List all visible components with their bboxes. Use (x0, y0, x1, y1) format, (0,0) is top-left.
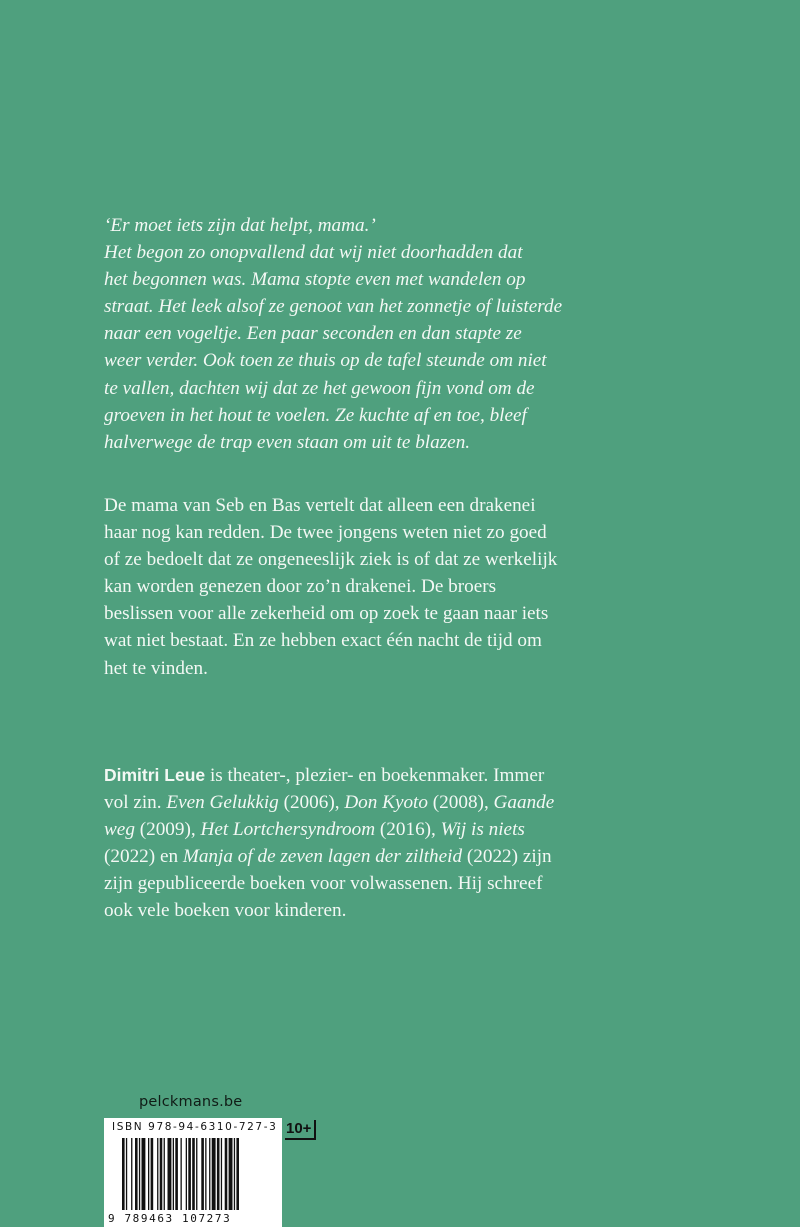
book-title: Het Lortchersyndroom (200, 819, 376, 841)
bio-text: (2016), (375, 819, 441, 841)
isbn-label: ISBN 978-94-6310-727-3 (112, 1121, 278, 1133)
barcode-stripe (201, 1138, 204, 1210)
barcode-stripe (157, 1138, 158, 1210)
barcode-stripe (151, 1138, 154, 1210)
barcode-digits: 9 789463 107273 (108, 1212, 232, 1225)
barcode-stripe (148, 1138, 149, 1210)
bio-text: (2008), (428, 792, 494, 814)
barcode-stripe (192, 1138, 195, 1210)
barcode-stripe (221, 1138, 222, 1210)
author-name: Dimitri Leue (104, 765, 206, 785)
bio-text: is theater-, plezier- en boekenmaker. Immer (205, 765, 545, 786)
author-bio (104, 762, 644, 925)
barcode-stripe (160, 1138, 163, 1210)
bio-line (104, 843, 644, 870)
barcode-icon (104, 1138, 282, 1214)
quote-line: Het begon zo onopvallend dat wij niet doorhadden dat (104, 242, 523, 264)
barcode-stripe (209, 1138, 210, 1210)
quote-line: groeven in het hout te voelen. Ze kuchte af en toe, bleef (104, 404, 527, 426)
barcode-stripe (175, 1138, 178, 1210)
blurb-line: haar nog kan redden. De twee jongens weten niet zo goed (104, 522, 547, 544)
quote-line: ‘Er moet iets zijn dat helpt, mama.’ (104, 215, 376, 236)
blurb-line: kan worden genezen door zo’n drakenei. De broers (104, 576, 497, 598)
barcode-stripe (217, 1138, 220, 1210)
blurb-line: beslissen voor alle zekerheid om op zoek te gaan naar iets (104, 603, 549, 625)
barcode-stripe (188, 1138, 191, 1210)
barcode-stripe (168, 1138, 172, 1210)
quote-line: weer verder. Ook toen ze thuis op de tafel steunde om niet (104, 350, 547, 372)
barcode-stripe (234, 1138, 235, 1210)
barcode-stripe (205, 1138, 206, 1210)
book-blurb (104, 492, 644, 682)
barcode-stripe (164, 1138, 165, 1210)
book-title: Manja of de zeven lagen der ziltheid (182, 846, 463, 868)
bio-line (104, 762, 644, 789)
barcode-stripe (139, 1138, 140, 1210)
blurb-line: wat niet bestaat. En ze hebben exact één nacht de tijd om (104, 630, 542, 652)
bio-text: (2022) zijn (462, 846, 552, 868)
blurb-line: De mama van Seb en Bas vertelt dat alleen een drakenei (104, 495, 536, 516)
barcode-stripe (236, 1138, 239, 1210)
book-title: Even Gelukkig (166, 792, 279, 814)
barcode-box (104, 1118, 282, 1227)
barcode-stripe (196, 1138, 197, 1210)
book-title: Wij is niets (440, 819, 525, 841)
quote-excerpt (104, 212, 624, 456)
barcode-stripe (212, 1138, 216, 1210)
barcode-stripe (181, 1138, 182, 1210)
barcode-stripe (122, 1138, 125, 1210)
bio-text: (2022) en (104, 846, 183, 868)
barcode-stripe (186, 1138, 187, 1210)
bio-text: (2009), (134, 819, 201, 841)
quote-line: straat. Het leek alsof ze genoot van het zonnetje of luisterde (104, 296, 563, 318)
bio-line: ook vele boeken voor kinderen. (104, 900, 347, 922)
blurb-line: of ze bedoelt dat ze ongeneeslijk ziek is of dat ze werkelijk (104, 549, 558, 571)
book-title: Gaande (493, 792, 555, 814)
barcode-stripe (135, 1138, 138, 1210)
barcode-stripe (229, 1138, 233, 1210)
quote-line: het begonnen was. Mama stopte even met wandelen op (104, 269, 526, 291)
blurb-line: het te vinden. (104, 657, 208, 679)
bio-line (104, 789, 644, 816)
quote-line: naar een vogeltje. Een paar seconden en dan stapte ze (104, 323, 522, 345)
barcode-stripe (173, 1138, 174, 1210)
bio-text: vol zin. (104, 792, 167, 814)
book-title: weg (104, 819, 135, 841)
quote-line: te vallen, dachten wij dat ze het gewoon fijn vond om de (104, 377, 535, 399)
bio-text: (2006), (278, 792, 345, 814)
barcode-stripe (126, 1138, 127, 1210)
age-badge: 10+ (285, 1120, 316, 1140)
quote-line: halverwege de trap even staan om uit te blazen. (104, 431, 471, 453)
barcode-stripe (225, 1138, 228, 1210)
publisher-url: pelckmans.be (139, 1094, 243, 1110)
book-title: Don Kyoto (344, 792, 428, 814)
barcode-stripe (131, 1138, 132, 1210)
bio-line: zijn gepubliceerde boeken voor volwassenen. Hij schreef (104, 873, 543, 895)
bio-line (104, 816, 644, 843)
barcode-stripe (142, 1138, 146, 1210)
